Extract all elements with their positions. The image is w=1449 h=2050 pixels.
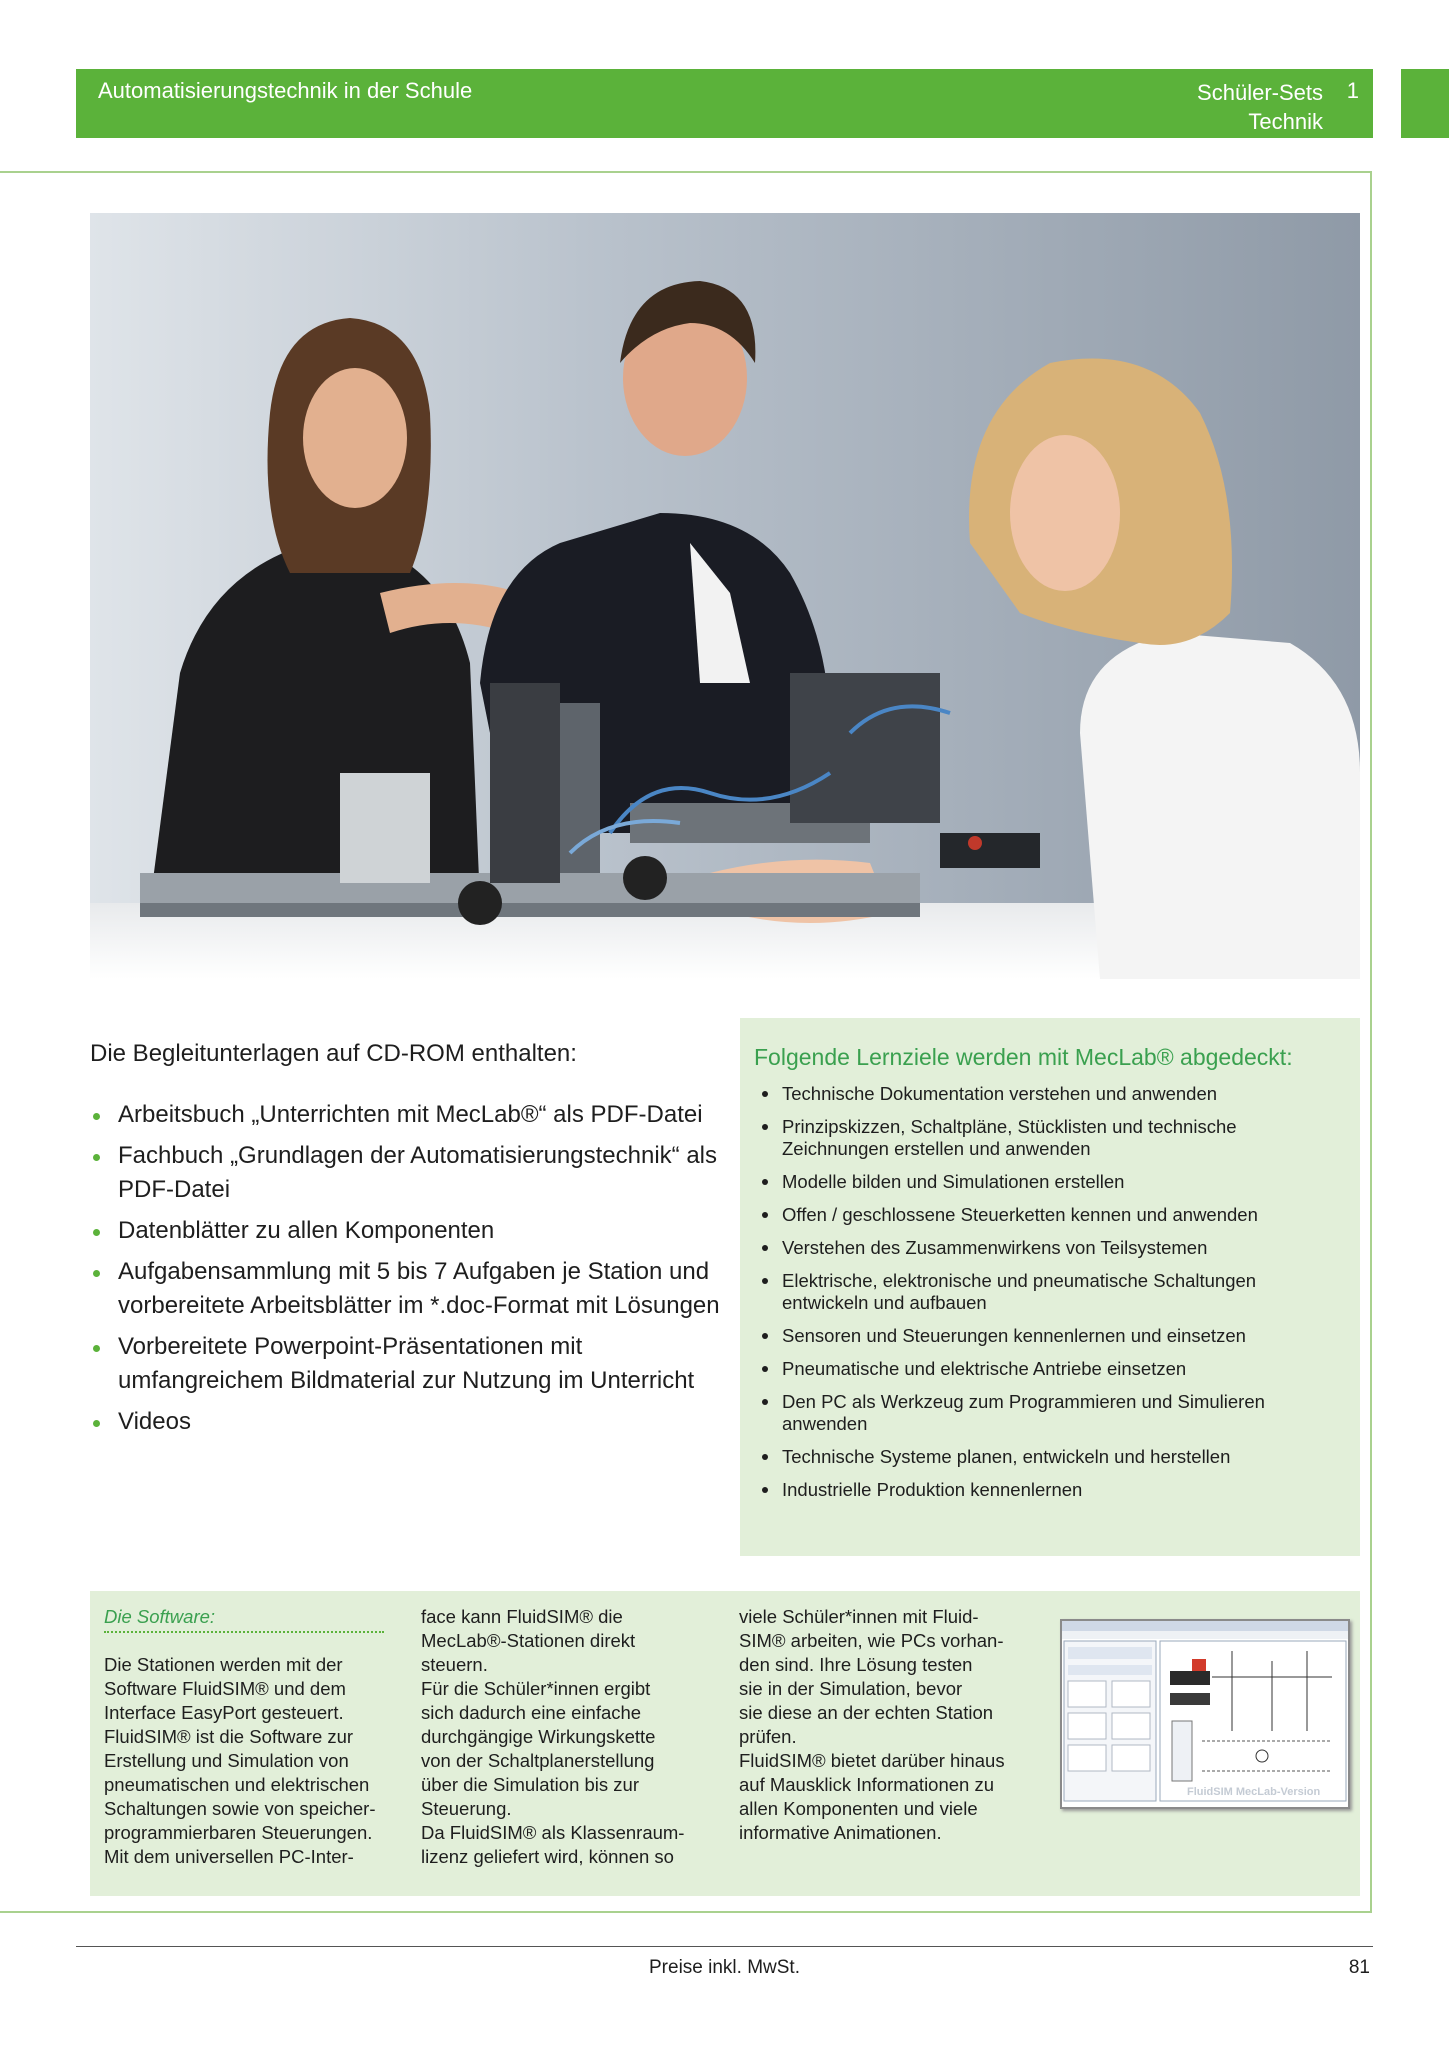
learning-goals-list — [754, 1083, 1338, 1501]
footer-rule — [76, 1946, 1373, 1947]
cdrom-item: Fachbuch „Grundlagen der Automatisierungstechnik“ als PDF-Datei — [90, 1139, 730, 1207]
header-title: Automatisierungstechnik in der Schule — [98, 78, 473, 103]
software-column-2 — [421, 1605, 721, 1869]
software-text-line: steuern. — [421, 1654, 488, 1675]
software-text-line: Die Stationen werden mit der — [104, 1654, 343, 1675]
software-text-line: Steuerung. — [421, 1798, 512, 1819]
cdrom-list — [90, 1098, 730, 1439]
page-number: 81 — [1348, 1957, 1370, 1978]
software-text-line: auf Mausklick Informationen zu — [739, 1774, 995, 1795]
cdrom-item: Vorbereitete Powerpoint-Präsentationen mit umfangreichem Bildmaterial zur Nutzung im Unterricht — [90, 1330, 730, 1398]
chapter-tab — [1401, 69, 1449, 138]
cdrom-section — [90, 1040, 730, 1446]
software-text-line: Software FluidSIM® und dem — [104, 1678, 346, 1699]
software-text-line: Für die Schüler*innen ergibt — [421, 1678, 651, 1699]
learning-goal-item: Offen / geschlossene Steuerketten kennen und anwenden — [754, 1204, 1338, 1226]
learning-goal-item: Den PC als Werkzeug zum Programmieren und Simulieren anwenden — [754, 1391, 1338, 1435]
learning-goals-heading: Folgende Lernziele werden mit MecLab® abgedeckt: — [754, 1044, 1293, 1070]
photo-students-icon — [90, 213, 1360, 979]
software-text-line: SIM® arbeiten, wie PCs vorhan- — [739, 1630, 1004, 1651]
software-text-line: sie diese an der echten Station — [739, 1702, 994, 1723]
learning-goal-item: Sensoren und Steuerungen kennenlernen und einsetzen — [754, 1325, 1338, 1347]
learning-goal-item: Modelle bilden und Simulationen erstellen — [754, 1171, 1338, 1193]
header-section-line2: Technik — [1248, 109, 1323, 134]
software-text-line: prüfen. — [739, 1726, 797, 1747]
learning-goal-item: Industrielle Produktion kennenlernen — [754, 1479, 1338, 1501]
cdrom-item: Arbeitsbuch „Unterrichten mit MecLab®“ als PDF-Datei — [90, 1098, 730, 1132]
software-text-line: Interface EasyPort gesteuert. — [104, 1702, 344, 1723]
header-section — [1197, 78, 1323, 136]
software-text-line: informative Animationen. — [739, 1822, 942, 1843]
software-text-line: pneumatischen und elektrischen — [104, 1774, 370, 1795]
software-text-line: Mit dem universellen PC-Inter- — [104, 1846, 354, 1867]
learning-goal-item: Technische Systeme planen, entwickeln und herstellen — [754, 1446, 1338, 1468]
screenshot-caption: FluidSIM MecLab-Version — [1187, 1786, 1321, 1798]
cdrom-heading: Die Begleitunterlagen auf CD-ROM enthalten: — [90, 1040, 577, 1067]
software-column-1 — [104, 1605, 404, 1869]
cdrom-item: Videos — [90, 1405, 730, 1439]
header-section-line1: Schüler-Sets — [1197, 80, 1323, 105]
software-text-line: Erstellung und Simulation von — [104, 1750, 349, 1771]
software-text-line: FluidSIM® ist die Software zur — [104, 1726, 354, 1747]
software-box — [90, 1591, 1360, 1896]
software-text-line: sich dadurch eine einfache — [421, 1702, 642, 1723]
software-text-line: durchgängige Wirkungskette — [421, 1726, 656, 1747]
software-text-line: FluidSIM® bietet darüber hinaus — [739, 1750, 1005, 1771]
software-column-3 — [739, 1605, 1039, 1845]
software-text-line: den sind. Ihre Lösung testen — [739, 1654, 973, 1675]
learning-goal-item: Technische Dokumentation verstehen und anwenden — [754, 1083, 1338, 1105]
software-text-line: lizenz geliefert wird, können so — [421, 1846, 674, 1867]
learning-goal-item: Verstehen des Zusammenwirkens von Teilsystemen — [754, 1237, 1338, 1259]
header-bar — [76, 69, 1373, 138]
software-text-line: MecLab®-Stationen direkt — [421, 1630, 636, 1651]
software-text-line: programmierbaren Steuerungen. — [104, 1822, 373, 1843]
learning-goal-item: Elektrische, elektronische und pneumatische Schaltungen entwickeln und aufbauen — [754, 1270, 1338, 1314]
learning-goal-item: Pneumatische und elektrische Antriebe einsetzen — [754, 1358, 1338, 1380]
cdrom-item: Aufgabensammlung mit 5 bis 7 Aufgaben je Station und vorbereitete Arbeitsblätter im *.doc-Format mit Lösungen — [90, 1255, 730, 1323]
software-text-line: von der Schaltplanerstellung — [421, 1750, 655, 1771]
chapter-number: 1 — [1346, 78, 1359, 103]
software-text-line: viele Schüler*innen mit Fluid- — [739, 1606, 979, 1627]
software-text-line: Da FluidSIM® als Klassenraum- — [421, 1822, 685, 1843]
hero-photo — [90, 213, 1360, 979]
software-text-line: face kann FluidSIM® die — [421, 1606, 623, 1627]
learning-goals-box — [740, 1018, 1360, 1556]
learning-goal-item: Prinzipskizzen, Schaltpläne, Stücklisten und technische Zeichnungen erstellen und anwenden — [754, 1116, 1338, 1160]
software-title: Die Software: — [104, 1605, 384, 1633]
software-text-line: sie in der Simulation, bevor — [739, 1678, 963, 1699]
software-text-line: über die Simulation bis zur — [421, 1774, 639, 1795]
fluidsim-screenshot — [1060, 1619, 1350, 1809]
footer-note: Preise inkl. MwSt. — [649, 1957, 800, 1978]
fluidsim-window-icon — [1062, 1621, 1348, 1807]
cdrom-item: Datenblätter zu allen Komponenten — [90, 1214, 730, 1248]
software-text-line: Schaltungen sowie von speicher- — [104, 1798, 376, 1819]
software-text-line: allen Komponenten und viele — [739, 1798, 978, 1819]
